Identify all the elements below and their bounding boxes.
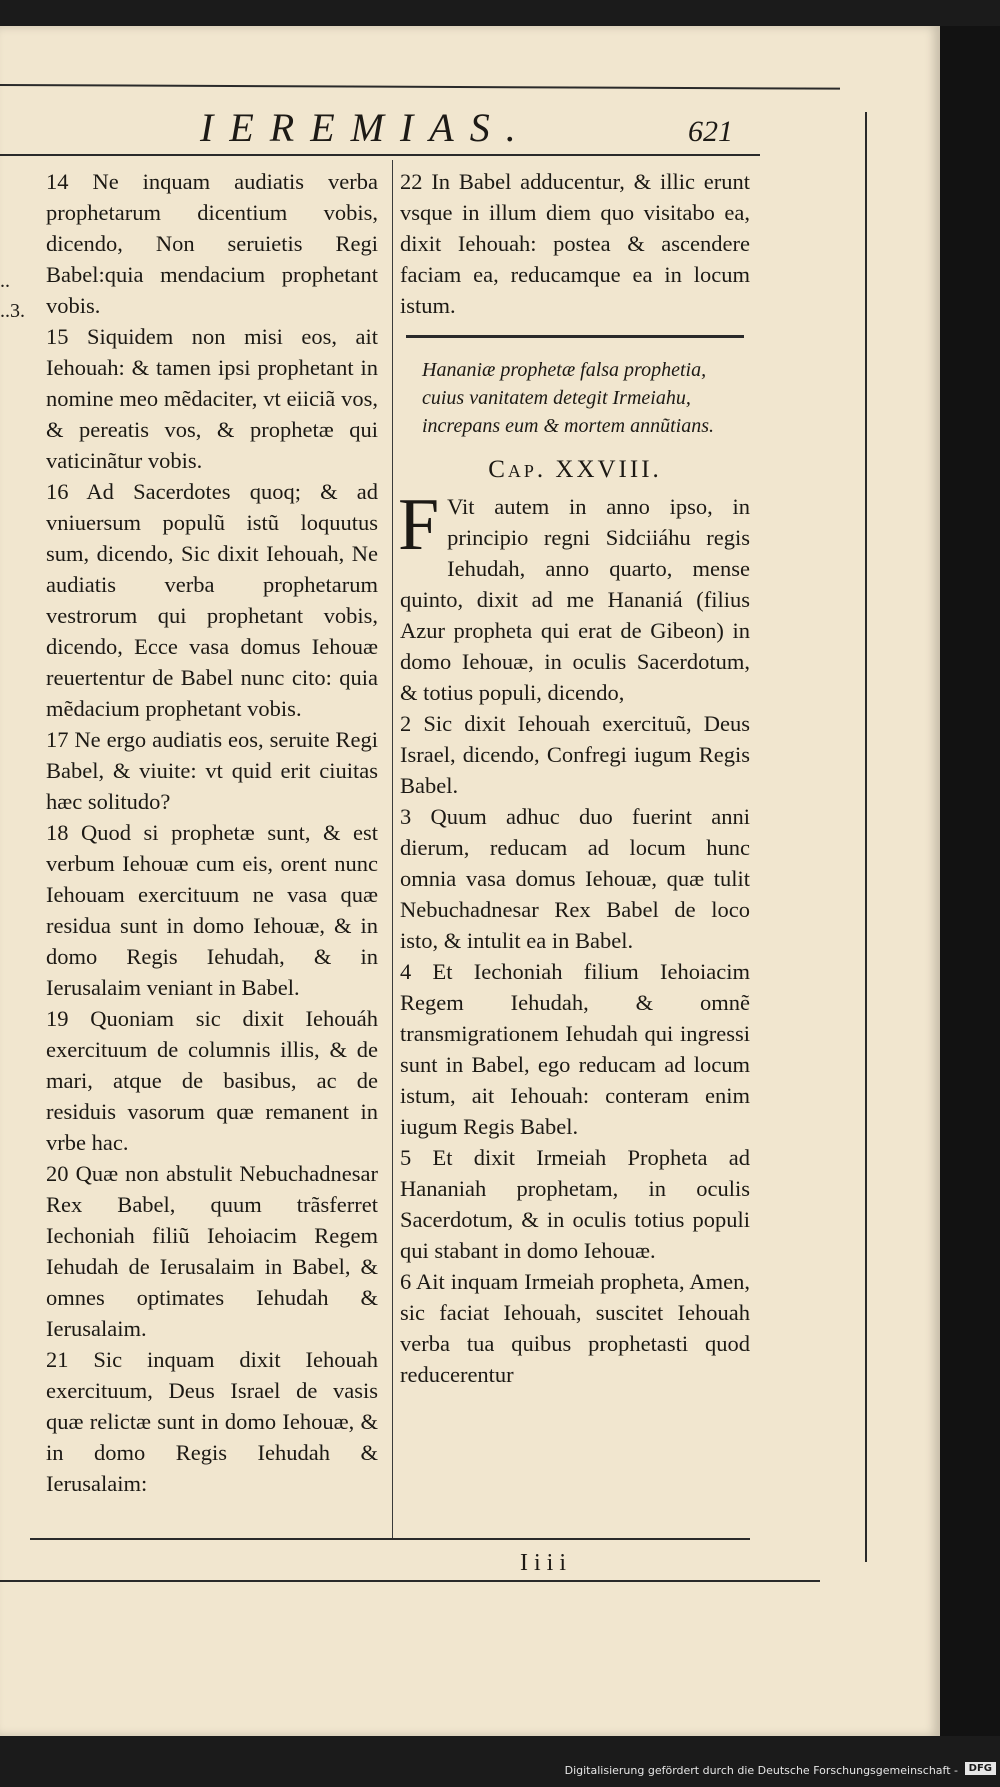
verse-number: 6 — [400, 1269, 412, 1294]
verse-text: Ne inquam audiatis verba prophetarum dicentium vobis, dicendo, Non seruietis Regi Babel:quia mendacium prophetant vobis. — [46, 169, 378, 318]
page-number: 621 — [688, 115, 733, 148]
column-divider — [392, 160, 393, 1540]
verse — [400, 166, 750, 321]
verse-number: 15 — [46, 324, 69, 349]
verse — [400, 1266, 750, 1390]
verse-number: 14 — [46, 169, 69, 194]
right-column — [400, 166, 750, 1390]
dfg-logo: DFG — [965, 1762, 996, 1775]
verse-number: 4 — [400, 959, 412, 984]
verse-text: In Babel adducentur, & illic erunt vsque in illum diem quo visitabo ea, dixit Iehouah: postea & ascendere faciam ea, reducamque ea in locum istum. — [400, 169, 750, 318]
margin-mark: .. — [0, 270, 10, 292]
verse — [46, 724, 378, 817]
funding-note: Digitalisierung gefördert durch die Deutsche Forschungsgemeinschaft - — [564, 1764, 958, 1777]
verse-text: Sic inquam dixit Iehouah exercituum, Deus Israel de vasis quæ relictæ sunt in domo Iehouæ, & in domo Regis Iehudah & Ierusalaim: — [46, 1347, 378, 1496]
verse — [400, 801, 750, 956]
verse-number: 18 — [46, 820, 69, 845]
chapter-summary: Hananiæ prophetæ falsa prophetia, cuius vanitatem detegit Irmeiahu, increpans eum & mortem annũtians. — [422, 359, 715, 437]
verse — [46, 1158, 378, 1344]
header-rule — [0, 154, 760, 156]
verse-text: Ne ergo audiatis eos, seruite Regi Babel, & viuite: vt quid erit ciuitas hæc solitudo? — [46, 727, 378, 814]
verse-number: 5 — [400, 1145, 412, 1170]
verse — [400, 708, 750, 801]
verse-number: 20 — [46, 1161, 69, 1186]
verse-number: 21 — [46, 1347, 69, 1372]
bottom-rule — [30, 1538, 750, 1540]
margin-mark: ..3. — [0, 300, 25, 322]
verse-text: Sic dixit Iehouah exercituũ, Deus Israel, dicendo, Confregi iugum Regis Babel. — [400, 711, 750, 798]
verse — [400, 956, 750, 1142]
verse — [46, 1344, 378, 1499]
signature-mark: Iiii — [520, 1550, 572, 1576]
verse-number: 22 — [400, 169, 423, 194]
verse-text: Et dixit Irmeiah Propheta ad Hananiah prophetam, in oculis Sacerdotum, & in oculis totius populi qui stabant in domo Iehouæ. — [400, 1145, 750, 1263]
right-column-verses-top — [400, 166, 750, 321]
verse — [400, 1142, 750, 1266]
verse-number: 19 — [46, 1006, 69, 1031]
section-rule — [406, 335, 744, 338]
left-column — [46, 166, 378, 1499]
drop-cap: F — [398, 484, 440, 566]
verse-text: Et Iechoniah filium Iehoiacim Regem Iehudah, & omnẽ transmigrationem Iehudah qui ingressi sunt in Babel, ego reducam ad locum istum, ait Iehouah: conteram enim iugum Regis Babel. — [400, 959, 751, 1139]
verse-text: Quum adhuc duo fuerint anni dierum, reducam ad locum hunc omnia vasa domus Iehouæ, quæ tulit Nebuchadnesar Rex Babel de loco isto, & intulit ea in Babel. — [400, 804, 751, 953]
verse-text: Ad Sacerdotes quoq; & ad vniuersum populũ istũ loquutus sum, dicendo, Sic dixit Iehouah, Ne audiatis verba prophetarum vestrorum qui prophetant vobis, dicendo, Ecce vasa domus Iehouæ reuertentur de Babel nunc cito: quia mẽdacium prophetant vobis. — [46, 479, 378, 721]
verse-text: Quæ non abstulit Nebuchadnesar Rex Babel, quum trãsferret Iechoniah filiũ Iehoiacim Regem Iehudah de Ierusalaim in Babel, & omnes optimates Iehudah & Ierusalaim. — [46, 1161, 378, 1341]
verse-number: 2 — [400, 711, 412, 736]
chapter-heading: Cap. XXVIII. — [488, 456, 662, 483]
verse-text: Quod si prophetæ sunt, & est verbum Iehouæ cum eis, orent nunc Iehouam exercituum ne vasa quæ residua sunt in domo Iehouæ, & in domo Regis Iehudah, & in Ierusalaim veniant in Babel. — [46, 820, 379, 1000]
chapter-opening-text: Vit autem in anno ipso, in principio regni Sidciiáhu regis Iehudah, anno quarto, mense quinto, dixit ad me Hananiá (filius Azur propheta qui erat de Gibeon) in domo Iehouæ, in oculis Sacerdotum, & totius populi, dicendo, — [400, 494, 750, 705]
verse-number: 3 — [400, 804, 412, 829]
verse — [46, 166, 378, 321]
right-border-rule — [865, 112, 867, 1562]
verse — [46, 321, 378, 476]
scan-border — [940, 26, 1000, 1736]
verse-text: Siquidem non misi eos, ait Iehouah: & tamen ipsi prophetant in nomine meo mẽdaciter, vt eiiciã vos, & pereatis vos, & prophetæ qui vaticinãtur vobis. — [46, 324, 379, 473]
verse-number: 17 — [46, 727, 69, 752]
verse — [46, 1003, 378, 1158]
running-head: IEREMIAS. — [200, 105, 532, 150]
verse-text: Ait inquam Irmeiah propheta, Amen, sic faciat Iehouah, suscitet Iehouah verba tua quibus prophetasti quod reducerentur — [400, 1269, 750, 1387]
verse-text: Quoniam sic dixit Iehouáh exercituum de columnis illis, & de mari, atque de basibus, ac de residuis vasorum quæ remanent in vrbe hac. — [46, 1006, 379, 1155]
right-column-verses — [400, 708, 750, 1390]
verse-number: 16 — [46, 479, 69, 504]
verse — [46, 476, 378, 724]
chapter-opening — [398, 484, 750, 708]
verse — [46, 817, 378, 1003]
footer-rule — [0, 1580, 820, 1582]
